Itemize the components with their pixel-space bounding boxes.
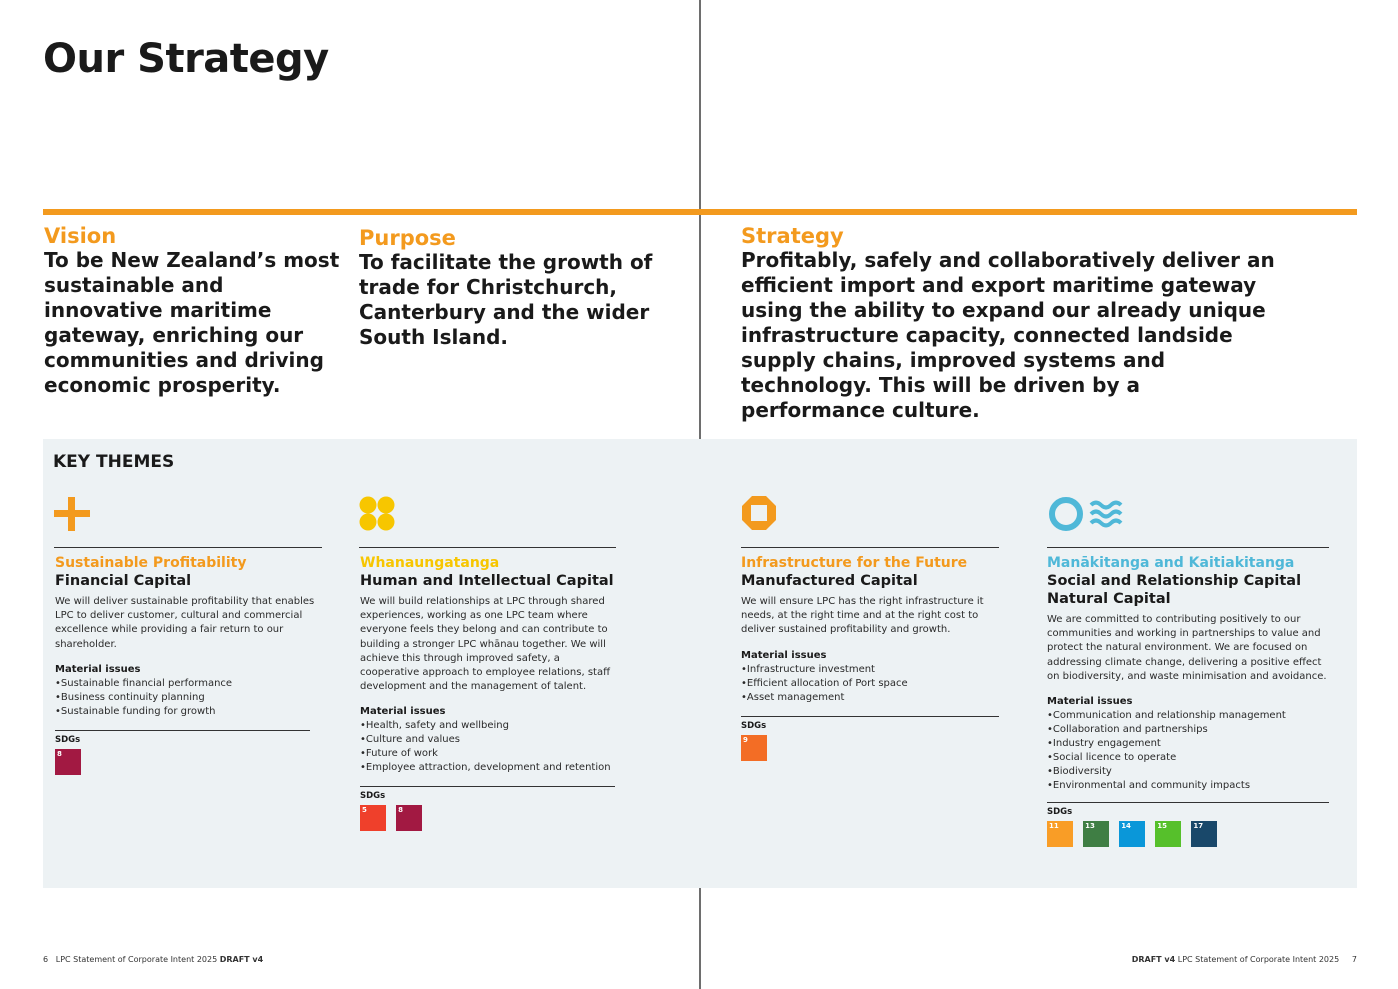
strategy-block [741,224,1281,423]
purpose-block [359,226,659,350]
list-item: • Environmental and community impacts [1047,779,1331,793]
sdg-icons [1047,821,1331,851]
ring-waves-icon [1047,495,1127,533]
material-issues-list [55,677,323,719]
purpose-text: To facilitate the growth of trade for Christchurch, Canterbury and the wider South Island. [359,250,653,349]
theme-description: We will build relationships at LPC through shared experiences, working as one LPC team where everyone feels they belong and can contribute to building a stronger LPC whānau together. We will achieve this through improved safety, a cooperative approach to employee relations, staff development and the management of talent. [360,596,610,693]
sdg-15-icon: 15 [1155,821,1181,847]
purpose-label: Purpose [359,226,456,250]
material-issues-label: Material issues [741,649,827,661]
footer-left-text: LPC Statement of Corporate Intent 2025 [55,955,218,964]
theme-subtitle: Manufactured Capital [741,573,918,589]
list-item: • Communication and relationship management [1047,709,1331,723]
material-issues-list [360,719,622,775]
material-issues-list [1047,709,1331,793]
vision-block [44,224,344,398]
orange-rule [43,209,1357,215]
material-issues-label: Material issues [1047,696,1133,708]
sdg-5-icon: 5 [360,805,386,831]
sdg-rule [1047,802,1329,803]
theme-description: We will ensure LPC has the right infrastructure it needs, at the right time and at the right cost to deliver sustained profitability and growth. [741,596,984,636]
sdg-icons [741,735,1003,765]
theme-description: We are committed to contributing positively to our communities and working in partnerships to value and protect the natural environment. We are focused on addressing climate change, delivering a positive effect on biodiversity, and waste minimisation and avoidance. [1047,614,1327,682]
list-item: • Sustainable funding for growth [55,705,323,719]
sdgs-label: SDGs [1047,807,1073,818]
vision-text: To be New Zealand’s most sustainable and innovative maritime gateway, enriching our communities and driving economic prosperity. [44,248,340,397]
sdg-8-icon: 8 [396,805,422,831]
sdgs-label: SDGs [741,720,767,731]
list-item: • Industry engagement [1047,737,1331,751]
theme-title: Sustainable Profitability [55,555,247,571]
page-number-right: 7 [1351,955,1357,964]
list-item: • Sustainable financial performance [55,677,323,691]
key-themes-heading: KEY THEMES [53,452,175,472]
vision-label: Vision [44,224,117,248]
theme-rule [1047,547,1329,548]
sdg-8-icon: 8 [55,749,81,775]
sdgs-label: SDGs [360,791,386,802]
theme-rule [741,547,999,548]
theme-title: Manākitanga and Kaitiakitanga [1047,555,1295,571]
strategy-label: Strategy [741,224,844,248]
list-item: • Efficient allocation of Port space [741,677,1003,691]
list-item: • Social licence to operate [1047,751,1331,765]
theme-description: We will deliver sustainable profitability that enables LPC to deliver customer, cultural and commercial excellence while providing a fair return to our shareholder. [55,596,315,650]
list-item: • Culture and values [360,733,622,747]
sdg-rule [360,786,615,787]
sdg-rule [741,716,999,717]
octagon-ring-icon [741,495,779,533]
draft-label-left: DRAFT v4 [219,955,264,964]
theme-subtitle: Social and Relationship Capital [1047,573,1302,589]
material-issues-list [741,663,1003,705]
theme-subtitle: Human and Intellectual Capital [360,573,614,589]
page-number-left: 6 [43,955,49,964]
material-issues-label: Material issues [360,706,446,718]
footer-right [1132,955,1357,964]
list-item: • Future of work [360,747,622,761]
sdgs-label: SDGs [55,734,81,745]
sdg-9-icon: 9 [741,735,767,761]
footer-right-text: LPC Statement of Corporate Intent 2025 [1177,955,1340,964]
theme-subtitle-2: Natural Capital [1047,591,1171,607]
list-item: • Business continuity planning [55,691,323,705]
page-title: Our Strategy [43,36,329,82]
list-item: • Employee attraction, development and retention [360,761,622,775]
material-issues-label: Material issues [55,663,141,675]
plus-icon [54,495,90,533]
theme-title: Whanaungatanga [360,555,500,571]
sdg-17-icon: 17 [1191,821,1217,847]
theme-subtitle: Financial Capital [55,573,192,589]
sdg-13-icon: 13 [1083,821,1109,847]
list-item: • Collaboration and partnerships [1047,723,1331,737]
strategy-text: Profitably, safely and collaboratively deliver an efficient import and export maritime gateway using the ability to expand our already unique infrastructure capacity, connected landside supply chains, improved systems and technology. This will be driven by a performance culture. [741,248,1275,422]
list-item: • Infrastructure investment [741,663,1003,677]
four-circles-icon [359,495,397,533]
theme-rule [359,547,616,548]
list-item: • Asset management [741,691,1003,705]
list-item: • Health, safety and wellbeing [360,719,622,733]
theme-rule [54,547,322,548]
sdg-14-icon: 14 [1119,821,1145,847]
footer-left [43,955,263,964]
sdg-icons [360,805,622,835]
sdg-rule [55,730,310,731]
draft-label-right: DRAFT v4 [1131,955,1176,964]
list-item: • Biodiversity [1047,765,1331,779]
theme-title: Infrastructure for the Future [741,555,968,571]
sdg-icons [55,749,323,779]
sdg-11-icon: 11 [1047,821,1073,847]
